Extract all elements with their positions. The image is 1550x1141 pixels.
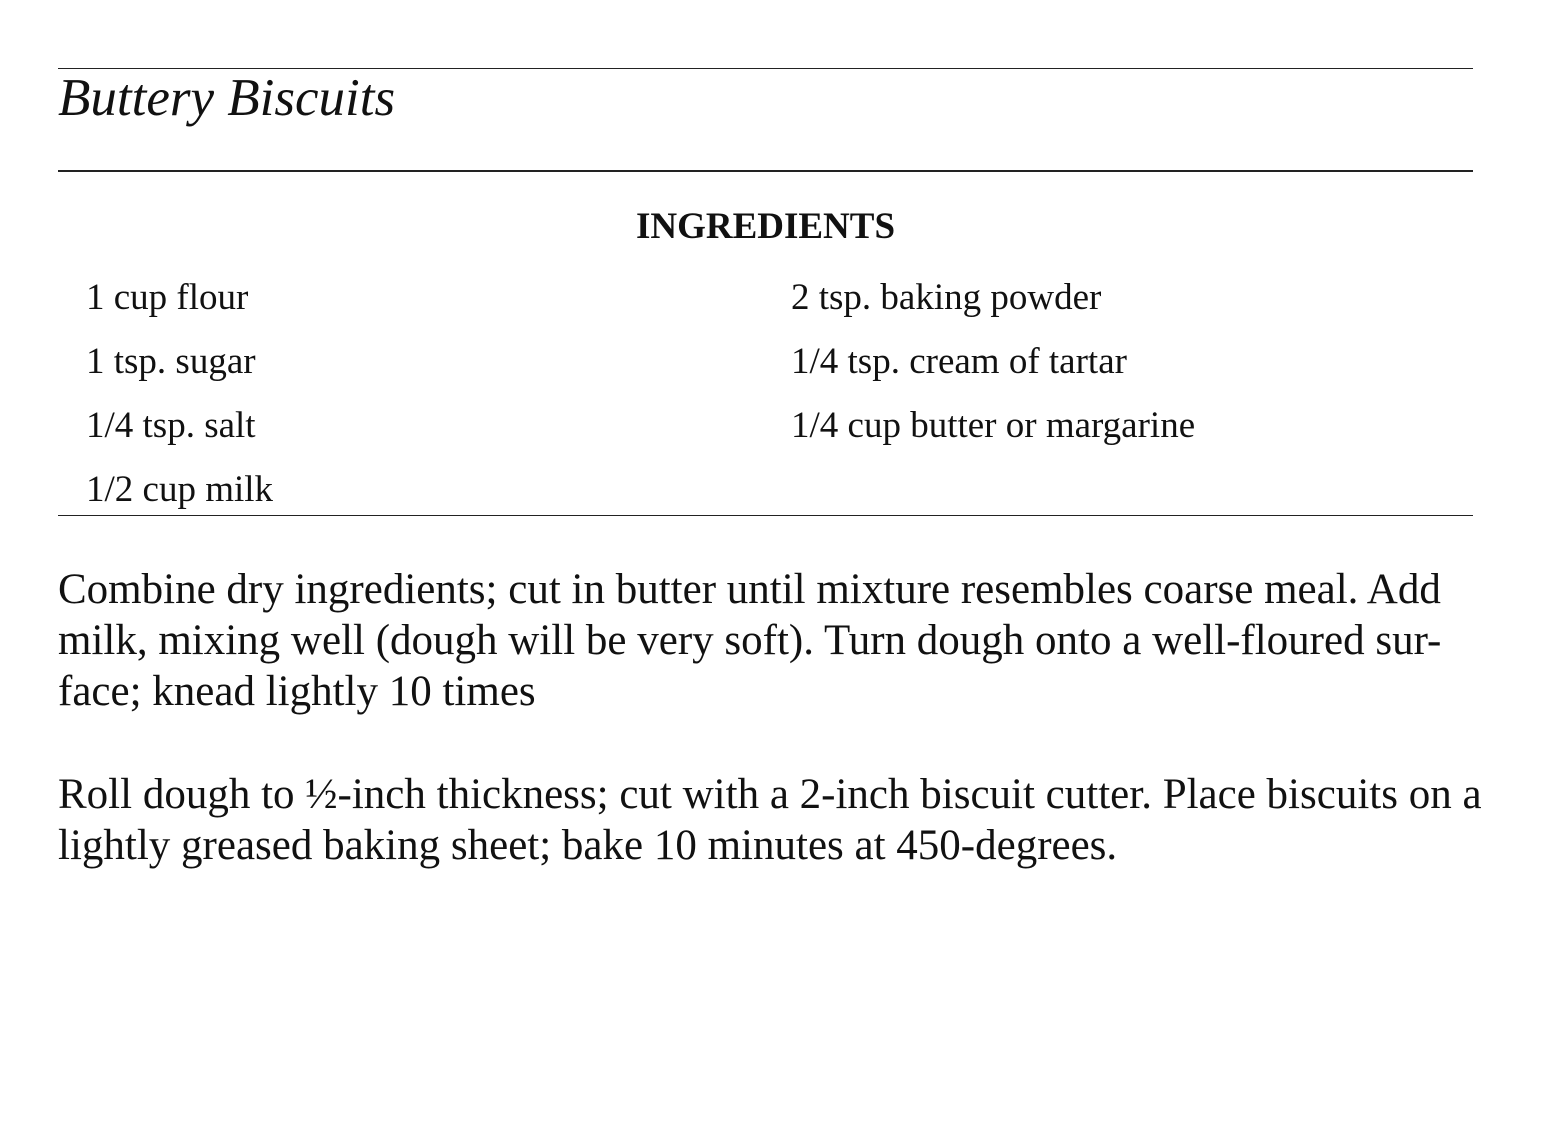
ingredients-list-right	[791, 266, 1195, 458]
ingredient-item: 1 cup flour	[86, 277, 249, 318]
directions-line: Combine dry ingredients; cut in butter until mixture resembles coarse meal. Add	[58, 566, 1441, 613]
title-rule	[58, 170, 1473, 172]
directions-line: face; knead lightly 10 times	[58, 668, 536, 715]
ingredient-item: 2 tsp. baking powder	[791, 277, 1102, 318]
ingredient-item: 1/4 tsp. salt	[86, 405, 256, 446]
directions-paragraph-2	[58, 769, 1488, 871]
directions-line: lightly greased baking sheet; bake 10 minutes at 450-degrees.	[58, 822, 1118, 869]
ingredient-item: 1/4 cup butter or margarine	[791, 405, 1196, 446]
ingredient-item: 1 tsp. sugar	[86, 341, 256, 382]
ingredients-heading: INGREDIENTS	[635, 206, 896, 247]
directions-line: Roll dough to ½-inch thickness; cut with a 2-inch biscuit cutter. Place biscuits on a	[58, 771, 1482, 818]
directions-paragraph-1	[58, 564, 1488, 717]
ingredients-rule	[58, 515, 1473, 516]
ingredients-list-left	[86, 266, 273, 522]
ingredient-item: 1/4 tsp. cream of tartar	[791, 341, 1127, 382]
directions-line: milk, mixing well (dough will be very soft). Turn dough onto a well-floured sur-	[58, 617, 1442, 664]
recipe-title: Buttery Biscuits	[58, 69, 396, 127]
ingredient-item: 1/2 cup milk	[86, 469, 274, 510]
